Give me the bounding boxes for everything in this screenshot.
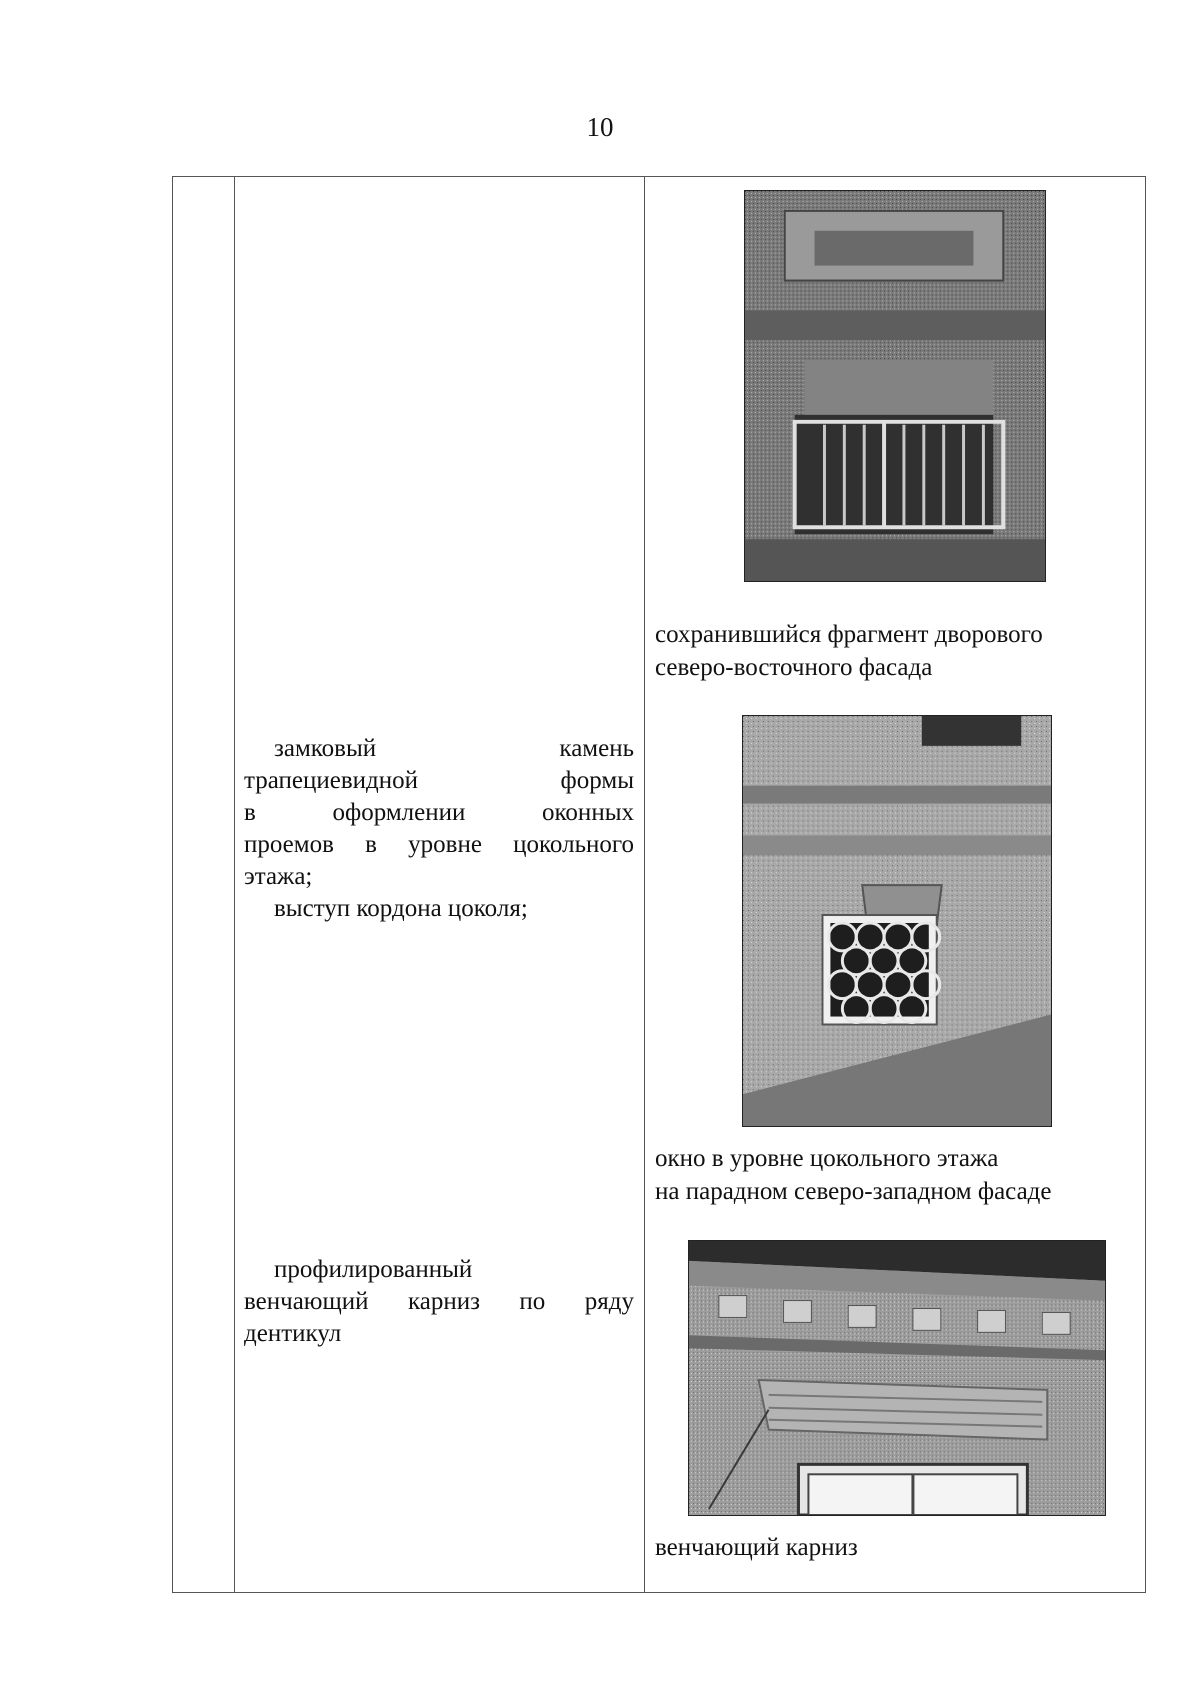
caption-2 — [655, 1142, 1135, 1208]
description-2-line-4: проемов в уровне цокольного — [244, 831, 634, 858]
cornice-dentils-photo — [688, 1240, 1106, 1516]
description-2-line-1: замковый камень — [274, 735, 634, 762]
column-divider-1 — [234, 176, 235, 1593]
description-3-line-1: профилированный — [274, 1256, 473, 1283]
caption-2-line-2: на парадном северо-западном фасаде — [655, 1178, 1052, 1205]
description-2-line-5: этажа; — [244, 863, 313, 890]
description-3-line-2: венчающий карниз по ряду — [244, 1288, 634, 1315]
caption-2-line-1: окно в уровне цокольного этажа — [655, 1145, 999, 1172]
caption-1-line-1: сохранившийся фрагмент дворового — [655, 621, 1043, 648]
caption-3-line-1: венчающий карниз — [655, 1534, 858, 1561]
description-2-paragraph-2 — [244, 893, 634, 925]
description-3 — [244, 1254, 634, 1350]
description-3-line-3: дентикул — [244, 1320, 342, 1347]
description-2 — [244, 733, 634, 925]
description-3-paragraph-1 — [244, 1254, 634, 1350]
description-2-line-3: в оформлении оконных — [244, 799, 634, 826]
column-divider-2 — [644, 176, 645, 1593]
caption-3 — [655, 1531, 1135, 1564]
description-2-paragraph-1 — [244, 733, 634, 893]
caption-1-line-2: северо-восточного фасада — [655, 654, 933, 681]
description-2-line-6: выступ кордона цоколя; — [274, 895, 528, 922]
page-number: 10 — [586, 112, 614, 142]
building-facade-balcony-photo — [744, 190, 1046, 582]
basement-window-grille-photo — [742, 715, 1052, 1127]
caption-1 — [655, 618, 1135, 684]
description-2-line-2: трапециевидной формы — [244, 767, 634, 794]
